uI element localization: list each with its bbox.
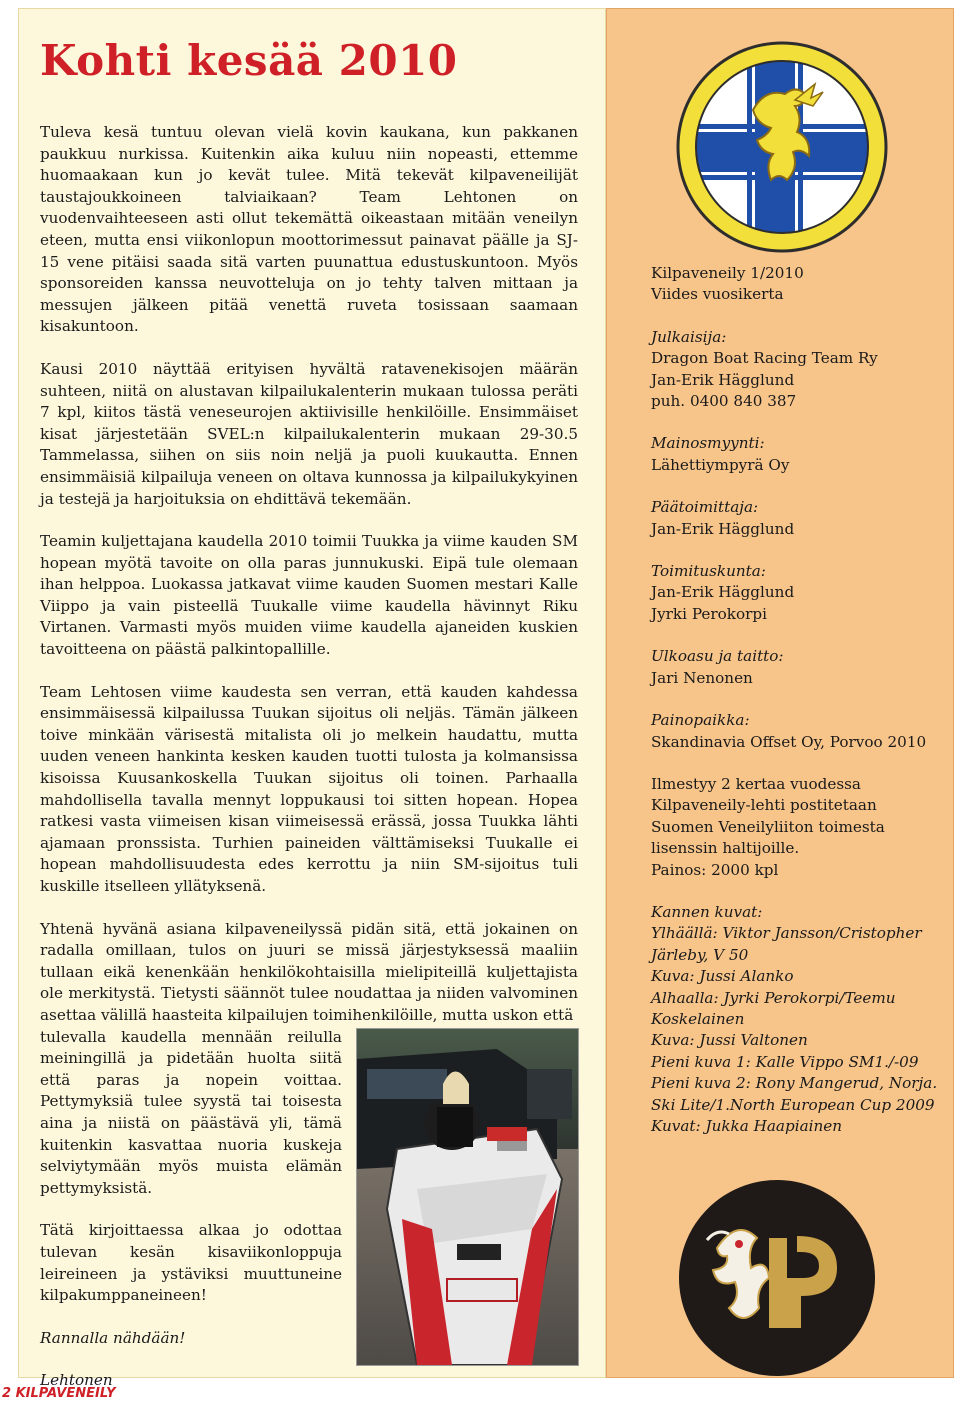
- article-paragraph: Tätä kirjoittaessa alkaa jo odottaa tulevan kesän kisaviikonloppuja leireineen ja ystäviksi muuttuneine kilpakumppaneineen!: [40, 1221, 342, 1305]
- sales-label: Mainosmyynti:: [651, 434, 765, 453]
- print-label: Painopaikka:: [651, 711, 750, 730]
- layout-value: Jari Nenonen: [651, 668, 753, 687]
- cover-credit: Kuva: Jussi Valtonen: [651, 1031, 808, 1050]
- article-paragraph: tulevalla kaudella mennään reilulla meiningillä ja pidetään huolta siitä että paras ja nopein voittaa. Pettymyksiä tulee syystä tai toisesta aina ja niistä on päästävä yli, tämä kuitenkin kasvattaa nuoria kuskeja selviytymään myös muista elämän pettymyksistä.: [40, 1027, 342, 1197]
- masthead-info: [651, 263, 951, 1158]
- article-paragraph: Yhtenä hyvänä asiana kilpaveneilyssä pidän sitä, että jokainen on radalla omillaan, tulos on juuri se missä järjestyksessä maaliin tullaan eikä kenenkään henkilökohtaisilla mielipiteillä kuljettajista ole merkitystä. Tietysti säännöt tulee noudattaa ja niiden valvominen asettaa välillä haasteita kilpailujen toimihenkilöille, mutta uskon että: [40, 919, 578, 1024]
- staff-member: Jyrki Perokorpi: [651, 604, 767, 623]
- article-paragraph: Teamin kuljettajana kaudella 2010 toimii Tuukka ja viime kauden SM hopean myötä tavoite on olla paras junnukuski. Eipä tule olemaan ihan helppoa. Luokassa jatkavat viime kauden Suomen mestari Kalle Viippo ja vain pisteellä Tuukalle viime kaudella hävinnyt Riku Virtanen. Varmasti myös muiden viime kaudella ajaneiden kuskien tavoitteena on päästä palkintopallille.: [40, 532, 578, 659]
- distribution-line: Kilpaveneily-lehti postitetaan: [651, 796, 877, 815]
- cover-credit: Kuvat: Jukka Haapiainen: [651, 1117, 843, 1135]
- page-footer-label: 2 KILPAVENEILY: [2, 1386, 116, 1401]
- lion-cross-emblem-icon: [675, 40, 889, 254]
- publisher-label: Julkaisija:: [651, 327, 727, 346]
- print-run: Painos: 2000 kpl: [651, 860, 779, 879]
- cover-credit: Ski Lite/1.North European Cup 2009: [651, 1095, 935, 1114]
- issue-number: Kilpaveneily 1/2010: [651, 264, 804, 282]
- signoff-greeting: Rannalla nähdään!: [40, 1328, 186, 1347]
- volume-number: Viides vuosikerta: [651, 285, 784, 304]
- dragon-icon: [677, 1178, 877, 1378]
- cover-credit: Alhaalla: Jyrki Perokorpi/Teemu: [651, 988, 896, 1007]
- cover-credit: Ylhäällä: Viktor Jansson/Cristopher: [651, 924, 922, 943]
- cover-credit: Kuva: Jussi Alanko: [651, 967, 794, 986]
- distribution-line: Ilmestyy 2 kertaa vuodessa: [651, 774, 861, 793]
- boat-photo-image: [357, 1029, 578, 1365]
- article-paragraph: Tuleva kesä tuntuu olevan vielä kovin kaukana, kun pakkanen paukkuu nurkissa. Kuitenkin aika kuluu niin nopeasti, ettemme huomaakaan kun jo kevät tulee. Mitä tekevät kilpaveneilijät taustajoukkoineen talviaikaan? Team Lehtonen on vuodenvaihteeseen asti ollut tekemättä oikeastaan mitään veneilyn eteen, mutta ensi viikonlopun moottorimessut painavat päälle ja SJ-15 vene pitäisi saada sitä varten puunattua edustuskuntoon. Myös sponsoreiden kanssa neuvotteluja on jo tehty talven mittaan ja messujen jälkeen pitää venettä ruveta tosissaan saamaan kisakuntoon.: [40, 123, 578, 336]
- cover-credit: Pieni kuva 2: Rony Mangerud, Norja.: [651, 1074, 938, 1093]
- cover-credit: Järleby, V 50: [651, 945, 749, 964]
- cover-credits-label: Kannen kuvat:: [651, 902, 763, 921]
- editor-value: Jan-Erik Hägglund: [651, 519, 795, 538]
- distribution-line: Suomen Veneilyliiton toimesta: [651, 817, 885, 836]
- cover-credit: Koskelainen: [651, 1009, 745, 1028]
- distribution-line: lisenssin haltijoille.: [651, 839, 800, 858]
- boat-photo: [356, 1028, 579, 1366]
- staff-label: Toimituskunta:: [651, 562, 766, 581]
- publisher-name: Dragon Boat Racing Team Ry: [651, 349, 878, 368]
- club-emblem: [675, 40, 889, 254]
- print-value: Skandinavia Offset Oy, Porvoo 2010: [651, 732, 927, 751]
- sales-value: Lähettiympyrä Oy: [651, 455, 790, 474]
- publisher-phone: puh. 0400 840 387: [651, 392, 797, 411]
- editor-label: Päätoimittaja:: [651, 498, 759, 517]
- page-title: Kohti kesää 2010: [40, 36, 458, 85]
- article-paragraph: Team Lehtosen viime kaudesta sen verran, että kauden kahdessa ensimmäisessä kilpailussa Tuukan sijoitus oli neljäs. Tämän jälkeen toive minkään värisestä mitalista oli jo melkein haudattu, mutta uuden veneen hankinta kesken kauden tuotti tulosta ja kolmansissa kisoissa Kuusankoskella Tuukan sijoitus oli toinen. Parhaalla mahdollisella tavalla mennyt loppukausi toi sitten hopean. Hopea ratkesi vasta viimeisen kisan viimeisessä erässä, jossa Tuukka lähti ajamaan pronssista. Turhien paineiden välttämiseksi Tuukalle ei hopean mahdollisuudesta edes kerrottu ja niin SM-sijoitus tuli kuskille itselleen yllätyksenä.: [40, 682, 578, 895]
- layout-label: Ulkoasu ja taitto:: [651, 647, 784, 666]
- dragon-logo: [677, 1178, 877, 1378]
- article-paragraph: Kausi 2010 näyttää erityisen hyvältä ratavenekisojen määrän suhteen, niitä on alustavan kilpailukalenterin mukaan tulossa peräti 7 kpl, kiitos tästä veneseurojen aktiivisille henkilöille. Ensimmäiset kisat järjestetään SVEL:n kilpailukalenterin mukaan 29-30.5 Tammelassa, siihen on siis noin neljä ja puoli kuukautta. Ennen ensimmäisiä kilpailuja veneen on oltava kunnossa ja kilpailukykyinen ja testejä ja harjoituksia on ehdittävä tekemään.: [40, 359, 578, 508]
- publisher-person: Jan-Erik Hägglund: [651, 370, 795, 389]
- cover-credit: Pieni kuva 1: Kalle Vippo SM1./-09: [651, 1052, 919, 1071]
- staff-member: Jan-Erik Hägglund: [651, 583, 795, 602]
- signoff-author: Lehtonen: [40, 1371, 113, 1390]
